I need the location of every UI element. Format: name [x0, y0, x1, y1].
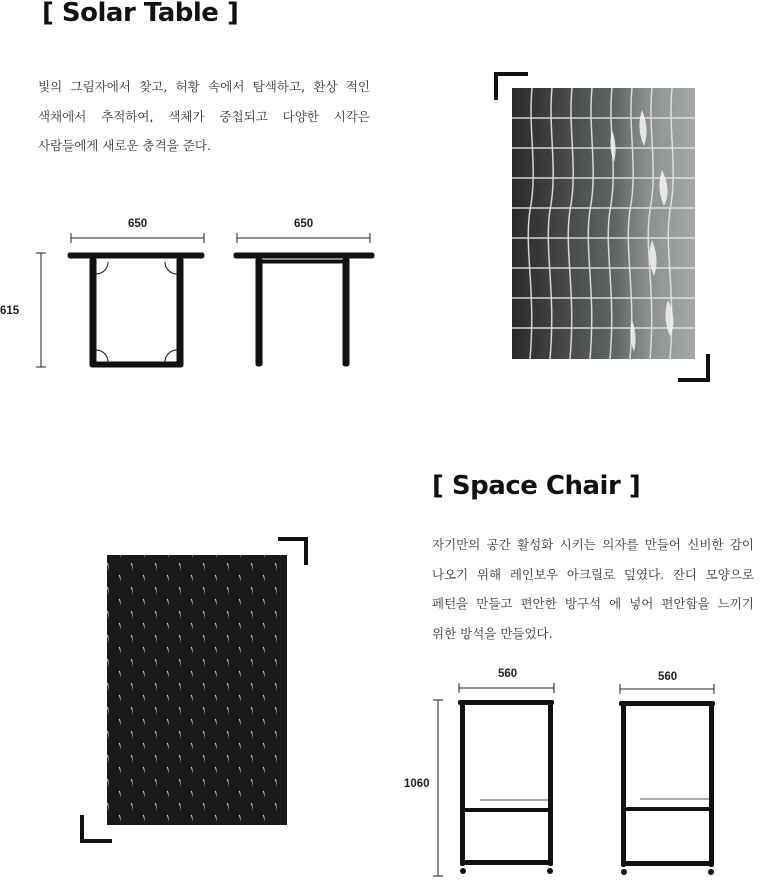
- chair-side-width-label: 560: [658, 671, 678, 683]
- chair-height-label: 1060: [404, 778, 430, 790]
- space-chair-description-line: 나오기 위해 레인보우 아크릴로 덮였다. 잔디 모양으로: [432, 566, 754, 582]
- solar-table-description-line: 색채에서 추적하여, 색체가 중첩되고 다양한 시각은: [38, 108, 370, 124]
- table-front-width-label: 650: [128, 218, 148, 230]
- space-chair-title: [ Space Chair ]: [432, 471, 641, 501]
- chair-front-width-label: 560: [498, 668, 518, 680]
- space-chair-description-line: 위한 방석을 만들었다.: [432, 625, 553, 641]
- solar-table-description: [38, 72, 370, 161]
- space-chair-description: [432, 530, 754, 648]
- space-chair-description-line: 페턴을 만들고 편안한 방구석 에 넣어 편안함을 느끼기: [432, 596, 754, 611]
- table-height-label: 615: [0, 305, 20, 317]
- table-side-width-label: 650: [294, 218, 314, 230]
- space-chair-drawing: [430, 680, 760, 880]
- solar-table-pattern-swatch: [492, 70, 722, 390]
- solar-table-description-line: 빛의 그림자에서 찾고, 허황 속에서 탐색하고, 환상 적인: [38, 79, 370, 94]
- space-chair-description-line: 자기만의 공간 활성화 시키는 의자를 만들어 신비한 감이: [432, 537, 754, 552]
- solar-table-drawing: [30, 230, 410, 360]
- solar-table-description-line: 사람들에게 새로운 충격을 준다.: [38, 138, 211, 153]
- space-chair-pattern-swatch: [78, 535, 318, 845]
- solar-table-title: [ Solar Table ]: [42, 0, 239, 28]
